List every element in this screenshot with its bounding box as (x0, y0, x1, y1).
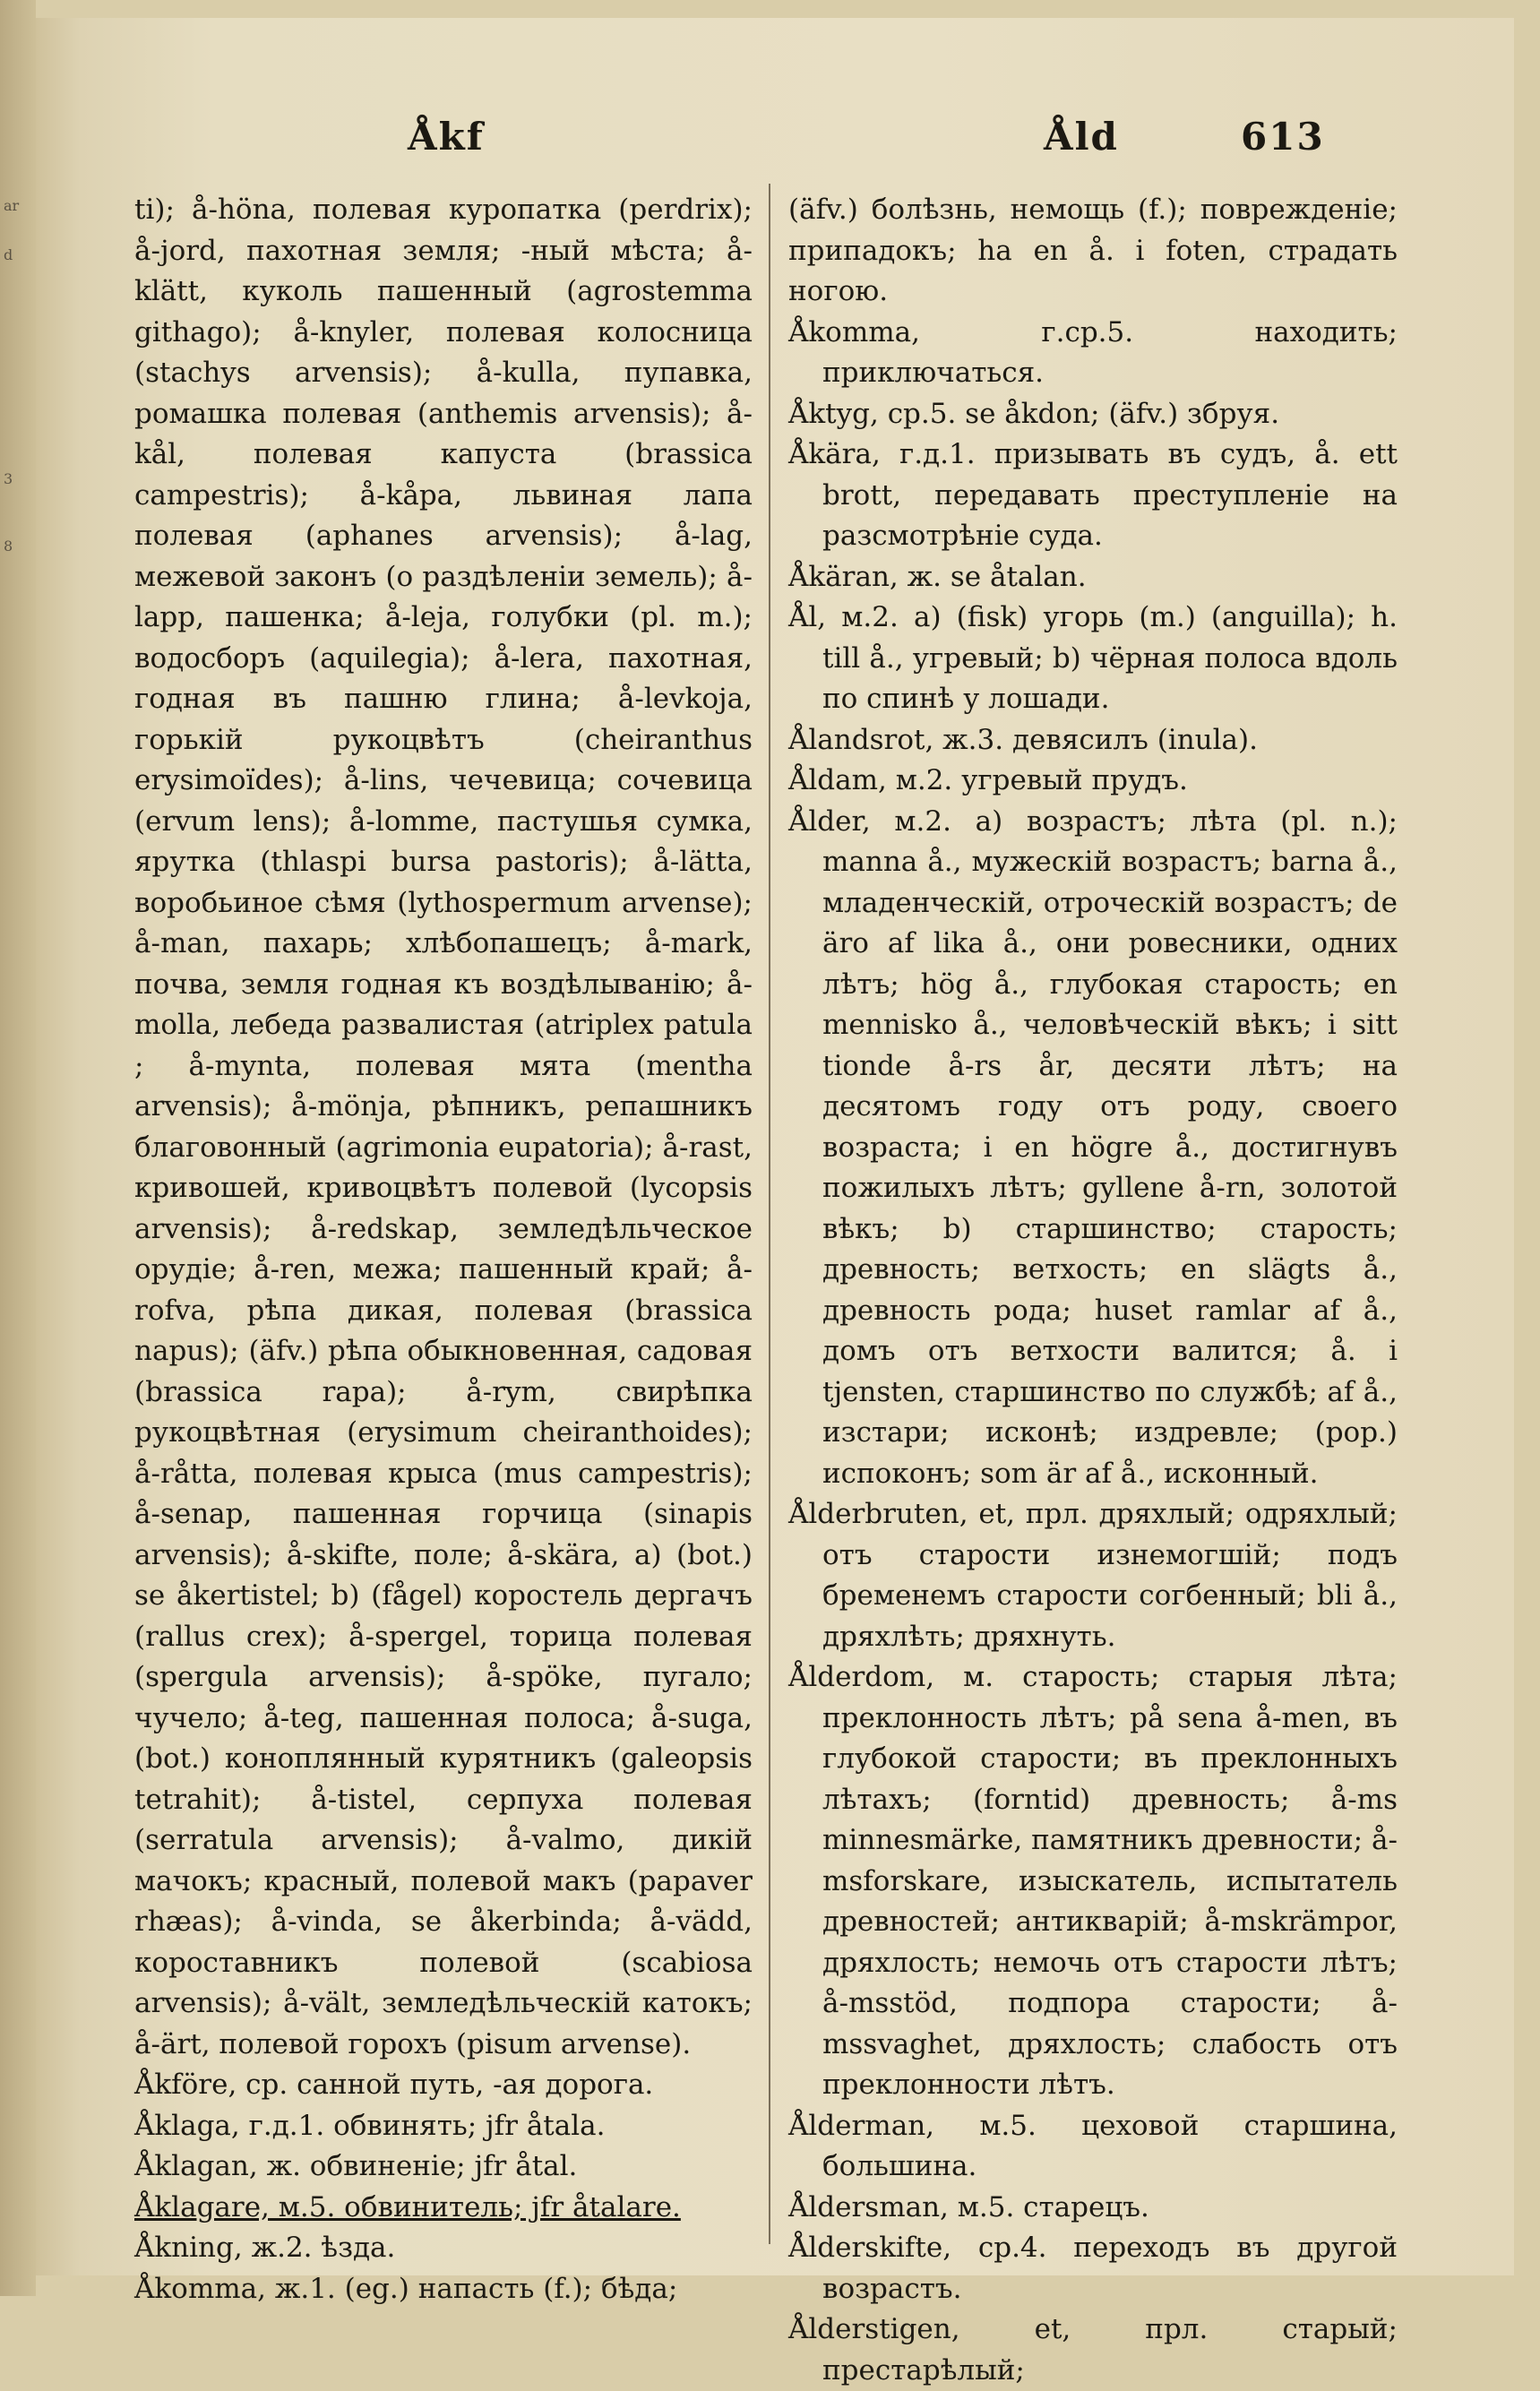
margin-mark: 3 (4, 470, 13, 487)
entry-alderman: Ålderman, м.5. цеховой старшина, большина. (788, 2109, 1398, 2182)
entry-aldam: Åldam, м.2. угревый прудъ. (788, 764, 1188, 796)
entry-al: Ål, м.2. a) (fisk) угорь (m.) (anguilla); h. till å., угревый; b) чёрная полоса вдоль по спинѣ у лошади. (788, 601, 1398, 715)
entry-aldersman: Åldersman, м.5. старецъ. (788, 2190, 1149, 2223)
entry-aklaga: Åklaga, г.д.1. обвинять; jfr åtala. (134, 2109, 606, 2142)
page-number: 613 (1241, 115, 1325, 159)
entry-continuation: ti); å-höna, полевая куропатка (perdrix); å-jord, пахотная земля; -ный мѣста; å-klätt, куколь пашенный (agrostemma githago); å-knyler, полевая колосница (stachys arvensis); å-kulla, пупавка, ромашка полевая (anthemis arvensis); å-kål, полевая капуста (brassica campestris); å-kåpa, львиная лапа полевая (aphanes arvensis); å-lag, межевой законъ (о раздѣленіи земель); å-lapp, пашенка; å-leja, голубки (pl. m.); водосборъ (aquilegia); å-lera, пахотная, годная въ пашню глина; å-levkoja, горькій рукоцвѣтъ (cheiranthus erysimoïdes); å-lins, чечевица; сочевица (ervum lens); å-lomme, пастушья сумка, ярутка (thlaspi bursa pastoris); å-lätta, воробьиное сѣмя (lythospermum arvense); å-man, пахарь; хлѣбопашецъ; å-mark, почва, земля годная къ воздѣлыванію; å-molla, лебеда развалистая (atriplex patula ; å-mynta, полевая мята (mentha arvensis); å-mönja, рѣпникъ, репашникъ благовонный (agrimonia eupatoria); å-rast, кривошей, кривоцвѣтъ полевой (lycopsis arvensis); å-redskap, земледѣльческое орудіе; å-ren, межа; пашенный край; å-rofva, рѣпа дикая, полевая (brassica napus); (äfv.) рѣпа обыкновенная, садовая (brassica rapa); å-rym, свирѣпка рукоцвѣтная (erysimum cheiranthoides); å-råtta, полевая крыса (mus campestris); å-senap, пашенная горчица (sinapis arvensis); å-skifte, поле; å-skära, a) (bot.) se åkertistel; b) (fågel) коростель дергачъ (rallus crex); å-spergel, торица полевая (spergula arvensis); å-spöke, пугало; чучело; å-teg, пашенная полоса; å-suga, (bot.) коноплянный курятникъ (galeopsis tetrahit); å-tistel, серпуха полевая (serratula arvensis); å-valmo, дикій мачокъ; красный, полевой макъ (papaver rhæas); å-vinda, se åkerbinda; å-vädd, короставникъ полевой (scabiosa arvensis); å-vält, земледѣльческій катокъ; å-ärt, полевой горохъ (pisum arvense). (134, 194, 753, 2060)
left-column (134, 190, 753, 2309)
right-column (788, 190, 1398, 2391)
margin-mark: ar (4, 197, 20, 214)
entry-alderdom: Ålderdom, м. старость; старыя лѣта; преклонность лѣтъ; på sena å-men, въ глубокой старости; въ преклонныхъ лѣтахъ; (forntid) древность; å-ms minnesmärke, памятникъ древности; å-msforskare, изыскатель, испытатель древностей; антикварій; å-mskrämpor, дряхлость; немочь отъ старости лѣтъ; å-msstöd, подпора старости; å-mssvaghet, дряхлость; слабость отъ преклонности лѣтъ. (788, 1661, 1398, 2101)
entry-aklagare: Åklagare, м.5. обвинитель; jfr åtalare. (134, 2190, 681, 2223)
entry-akning: Åkning, ж.2. ѣзда. (134, 2232, 396, 2264)
entry-akara: Åkära, г.д.1. призывать въ судъ, å. ett brott, передавать преступленіе на разсмотрѣніе суда. (788, 438, 1398, 552)
book-binding-edge (0, 0, 36, 2296)
entry-aktyg: Åktyg, ср.5. se åkdon; (äfv.) збруя. (788, 397, 1280, 430)
entry-continuation: (äfv.) болѣзнь, немощь (f.); поврежденіе; припадокъ; ha en å. i foten, страдать ногою. (788, 194, 1398, 307)
entry-akfore: Åkföre, ср. санной путь, -ая дорога. (134, 2068, 654, 2101)
entry-akaran: Åkäran, ж. se åtalan. (788, 560, 1087, 593)
entry-alder: Ålder, м.2. a) возрастъ; лѣта (pl. n.); manna å., мужескій возрастъ; barna å., младенческій, отроческій возрастъ; de äro af lika å., они ровесники, одних лѣтъ; hög å., глубокая старость; en mennisko å., человѣческій вѣкъ; i sitt tionde å-rs år, десяти лѣтъ; на десятомъ году отъ роду, своего возраста; i en högre å., достигнувъ пожилыхъ лѣтъ; gyllene å-rn, золотой вѣкъ; b) старшинство; старость; древность; ветхость; en slägts å., древность рода; huset ramlar af å., домъ отъ ветхости валится; å. i tjensten, старшинство по службѣ; af å., изстари; исконѣ; издревле; (pop.) испоконъ; som är af å., исконный. (788, 804, 1398, 1490)
margin-mark: 8 (4, 538, 13, 555)
margin-mark: d (4, 246, 13, 263)
entry-alandsrot: Ålandsrot, ж.3. девясилъ (inula). (788, 723, 1258, 756)
entry-akomma: Åkomma, ж.1. (eg.) напасть (f.); бѣда; (134, 2272, 678, 2305)
left-guide-word: Åkf (408, 115, 485, 159)
column-divider (769, 184, 770, 2244)
entry-alderskifte: Ålderskifte, ср.4. переходъ въ другой возрастъ. (788, 2232, 1398, 2305)
entry-aklagan: Åklagan, ж. обвиненіе; jfr åtal. (134, 2150, 578, 2182)
entry-akomma-verb: Åkomma, г.ср.5. находить; приключаться. (788, 315, 1398, 389)
right-guide-word: Åld (1044, 115, 1119, 159)
entry-alderstigen: Ålderstigen, et, прл. старый; престарѣлый; (788, 2313, 1398, 2387)
entry-alderbruten: Ålderbruten, et, прл. дряхлый; одряхлый; отъ старости изнемогшій; подъ бременемъ старости согбенный; bli å., дряхлѣть; дряхнуть. (788, 1498, 1398, 1653)
